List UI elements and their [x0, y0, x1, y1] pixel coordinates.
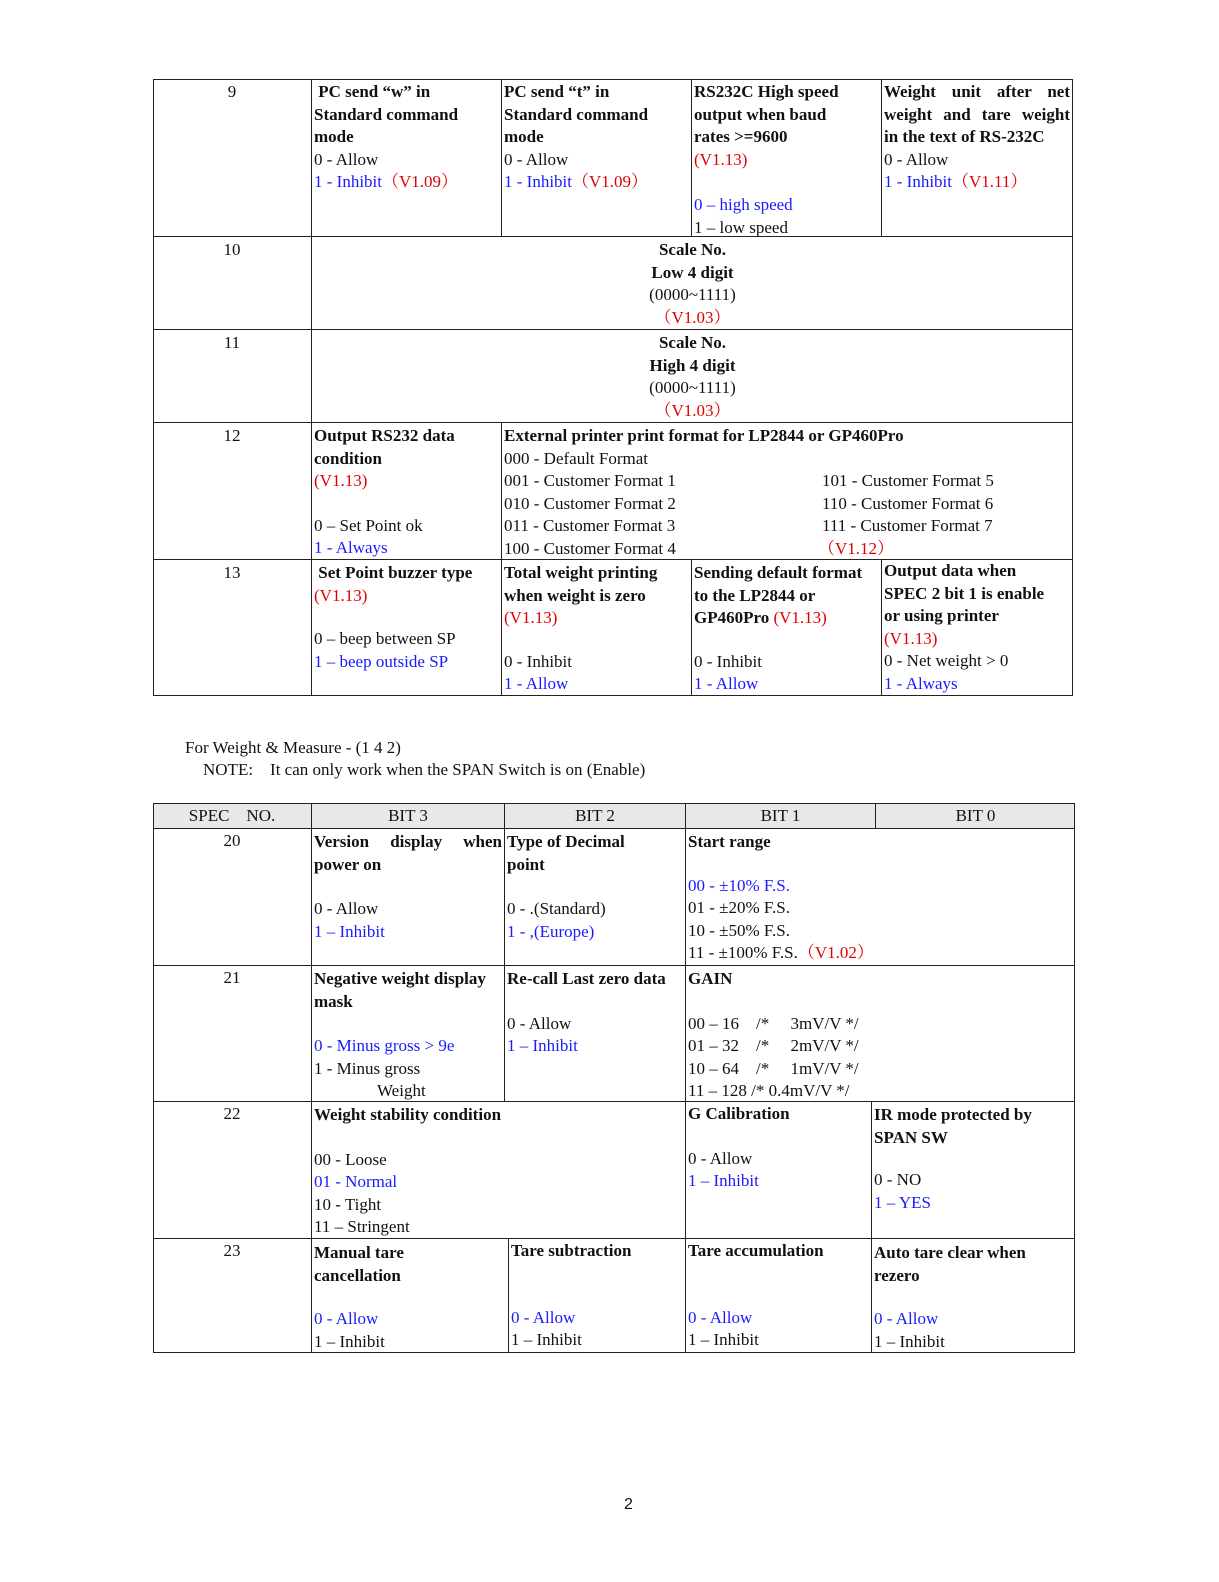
- spec20-bit2-option-0: 0 - .(Standard): [507, 899, 606, 918]
- spec23-bit0: [872, 1241, 1075, 1354]
- spec13-bit1-title: Sending default format: [694, 563, 863, 582]
- spec12-format-version: （V1.12）: [818, 538, 895, 558]
- spec23-bit1-option-0: 0 - Allow: [688, 1307, 753, 1327]
- spec21-bit2-option-1: 1 – Inhibit: [507, 1036, 578, 1055]
- spec23-bit2-option-0: 0 - Allow: [511, 1307, 576, 1327]
- spec20-start-range-title: Start range: [688, 832, 771, 851]
- spec9-bit1-title-2: output when baud: [694, 104, 827, 124]
- spec21-bit3-option-1-cont: Weight: [377, 1081, 426, 1100]
- spec13-bit3-title: Set Point buzzer type: [318, 563, 473, 582]
- spec23-bit3-title-2: cancellation: [314, 1265, 401, 1285]
- spec12-bit3-title: Output RS232 data: [314, 426, 455, 445]
- spec13-bit0-version: (V1.13): [884, 628, 938, 648]
- gain-option: 11 – 128 /* 0.4mV/V */: [688, 1081, 850, 1100]
- spec9-bit3-option-0: 0 - Allow: [314, 149, 379, 169]
- spec20-bit1-0: [686, 830, 1075, 966]
- gain-option: 10 – 64 /* 1mV/V */: [688, 1058, 859, 1078]
- spec13-bit1-option-1: 1 - Allow: [694, 674, 759, 693]
- spec12-printer-format: [502, 424, 1073, 563]
- spec23-bit3-option-0: 0 - Allow: [314, 1309, 379, 1328]
- spec11-scale-high: [312, 331, 1073, 423]
- spec9-bit2: [502, 80, 691, 195]
- spec10-range: (0000~1111): [649, 285, 736, 304]
- spec9-bit1-version: (V1.13): [694, 149, 748, 169]
- spec9-bit2-title-2: Standard command: [504, 104, 649, 124]
- spec9-bit1-option-0: 0 – high speed: [694, 195, 793, 214]
- spec12-bit3-title-2: condition: [314, 448, 383, 468]
- spec13-bit1-option-0: 0 - Inhibit: [694, 651, 762, 671]
- spec-no-10: 10: [223, 240, 241, 259]
- header-bit-2: BIT 2: [575, 806, 615, 825]
- spec21-bit3-option-1: 1 - Minus gross: [314, 1058, 421, 1078]
- stability-option: 11 – Stringent: [314, 1217, 410, 1236]
- spec13-bit2-title-2: when weight is zero: [504, 585, 646, 605]
- spec9-bit0-title-3: in the text of RS-232C: [884, 127, 1045, 146]
- spec13-bit3-version: (V1.13): [314, 585, 368, 605]
- spec11-subtitle: High 4 digit: [649, 355, 736, 375]
- spec-no-9: 9: [227, 82, 237, 101]
- spec20-bit2: [505, 830, 685, 944]
- spec22-bit0-option-1: 1 – YES: [874, 1192, 931, 1212]
- spec22-stability-title: Weight stability condition: [314, 1105, 502, 1124]
- spec9-bit1-title: RS232C High speed: [694, 82, 839, 101]
- spec22-bit0: [872, 1103, 1075, 1215]
- spec22-bit1-option-1: 1 – Inhibit: [688, 1171, 759, 1190]
- spec9-bit3-title-2: Standard command: [314, 104, 459, 124]
- spec12-bit3-option-0: 0 – Set Point ok: [314, 515, 423, 535]
- spec12-format-title: External printer print format for LP2844 or GP460Pro: [504, 426, 904, 445]
- spec23-bit3: [312, 1241, 508, 1354]
- spec13-bit1-title-2: to the LP2844 or: [694, 585, 816, 605]
- spec12-bit3-option-1: 1 - Always: [314, 538, 388, 557]
- gain-option: 01 – 32 /* 2mV/V */: [688, 1036, 859, 1055]
- spec13-bit0-title-3: or using printer: [884, 606, 999, 625]
- format-option: 101 - Customer Format 5: [822, 471, 994, 490]
- spec13-bit0-title: Output data when: [884, 561, 1017, 580]
- gain-option: 00 – 16 /* 3mV/V */: [688, 1013, 859, 1033]
- spec20-bit3-title: Version display when: [314, 832, 502, 851]
- spec13-bit2-option-1: 1 - Allow: [504, 674, 569, 693]
- spec9-bit2-title: PC send “t” in: [504, 82, 610, 101]
- spec20-bit3-title-2: power on: [314, 854, 382, 874]
- spec13-bit0-option-1: 1 - Always: [884, 673, 958, 693]
- spec21-bit1-0: [686, 967, 1075, 1104]
- spec13-bit1-title-3: GP460Pro (V1.13): [694, 608, 827, 627]
- spec-no-23: 23: [223, 1241, 241, 1260]
- section-note: NOTE: It can only work when the SPAN Switch is on (Enable): [203, 760, 646, 779]
- spec21-bit2-option-0: 0 - Allow: [507, 1013, 572, 1033]
- spec13-bit0-option-0: 0 - Net weight > 0: [884, 651, 1009, 670]
- spec9-bit0-title: Weight unit after net: [884, 82, 1070, 101]
- spec23-bit0-title-2: rezero: [874, 1265, 920, 1285]
- spec23-bit3-title: Manual tare: [314, 1243, 404, 1262]
- spec13-bit0-title-2: SPEC 2 bit 1 is enable: [884, 583, 1045, 603]
- spec22-bit0-option-0: 0 - NO: [874, 1170, 922, 1189]
- spec9-bit0-option-1: 1 - Inhibit（V1.11）: [884, 172, 1028, 191]
- spec20-bit3: [312, 830, 504, 944]
- spec13-bit3-option-0: 0 – beep between SP: [314, 629, 456, 648]
- spec-no-13: 13: [223, 563, 241, 582]
- spec9-bit2-option-0: 0 - Allow: [504, 149, 569, 169]
- start-range-option: 11 - ±100% F.S.（V1.02）: [688, 943, 874, 962]
- spec-no-22: 22: [223, 1104, 241, 1123]
- spec9-bit1-option-1: 1 – low speed: [694, 217, 788, 237]
- spec-no-12: 12: [223, 426, 241, 445]
- spec-no-21: 21: [223, 968, 241, 987]
- spec9-bit3: [312, 80, 501, 195]
- spec21-bit2-title: Re-call Last zero data: [507, 969, 666, 988]
- stability-option: 00 - Loose: [314, 1149, 387, 1169]
- page-number: 2: [624, 1496, 633, 1513]
- format-option: 111 - Customer Format 7: [822, 516, 993, 535]
- spec13-bit2: [502, 561, 691, 697]
- spec13-bit2-option-0: 0 - Inhibit: [504, 651, 572, 671]
- spec20-bit2-title-2: point: [507, 854, 545, 874]
- header-bit-0: BIT 0: [955, 806, 996, 825]
- spec22-bit0-title-2: SPAN SW: [874, 1127, 948, 1147]
- spec22-bit1: [686, 1102, 871, 1194]
- spec23-bit2-title: Tare subtraction: [511, 1241, 632, 1260]
- spec13-bit2-title: Total weight printing: [504, 563, 658, 582]
- spec21-bit3-option-0: 0 - Minus gross > 9e: [314, 1036, 455, 1055]
- spec12-bit3-version: (V1.13): [314, 471, 368, 490]
- spec23-bit0-option-0: 0 - Allow: [874, 1309, 939, 1328]
- spec23-bit0-option-1: 1 – Inhibit: [874, 1331, 945, 1351]
- spec22-bit0-title: IR mode protected by: [874, 1105, 1032, 1124]
- spec-no-11: 11: [223, 333, 241, 352]
- spec22-bit1-title: G Calibration: [688, 1104, 790, 1123]
- spec22-bit3-2: [312, 1103, 685, 1240]
- spec20-bit3-option-0: 0 - Allow: [314, 899, 379, 918]
- spec13-bit3: [312, 561, 501, 674]
- spec9-bit3-title: PC send “w” in: [318, 82, 431, 101]
- spec11-version: （V1.03）: [654, 400, 731, 420]
- spec23-bit0-title: Auto tare clear when: [874, 1243, 1026, 1262]
- spec21-gain-title: GAIN: [688, 969, 733, 988]
- spec9-bit1: [692, 80, 881, 240]
- spec10-version: （V1.03）: [654, 307, 731, 327]
- spec11-title: Scale No.: [658, 333, 727, 352]
- spec9-bit0-option-0: 0 - Allow: [884, 149, 949, 169]
- spec9-bit1-title-3: rates >=9600: [694, 127, 788, 146]
- section-heading: For Weight & Measure - (1 4 2): [185, 738, 401, 757]
- spec10-subtitle: Low 4 digit: [651, 262, 734, 282]
- stability-option: 10 - Tight: [314, 1194, 382, 1214]
- spec9-bit3-option-1: 1 - Inhibit（V1.09）: [314, 172, 459, 191]
- start-range-option: 10 - ±50% F.S.: [688, 920, 790, 940]
- spec11-range: (0000~1111): [649, 378, 736, 397]
- spec9-bit0: [882, 80, 1073, 195]
- spec21-bit3-title-2: mask: [314, 991, 353, 1011]
- spec13-bit3-option-1: 1 – beep outside SP: [314, 651, 449, 671]
- spec21-bit3-title: Negative weight display: [314, 969, 486, 988]
- spec9-bit2-option-1: 1 - Inhibit（V1.09）: [504, 172, 649, 191]
- spec23-bit2: [509, 1239, 685, 1353]
- spec12-format-default: 000 - Default Format: [504, 448, 648, 468]
- spec9-bit0-title-2: weight and tare weight: [884, 104, 1070, 124]
- spec9-bit2-title-3: mode: [504, 127, 544, 146]
- header-bit-3: BIT 3: [388, 806, 428, 825]
- spec20-bit2-option-1: 1 - ,(Europe): [507, 921, 595, 941]
- spec20-bit3-option-1: 1 – Inhibit: [314, 921, 385, 941]
- spec10-scale-low: [312, 238, 1073, 330]
- spec13-bit1: [692, 561, 881, 697]
- spec12-bit3: [312, 424, 501, 561]
- spec22-bit1-option-0: 0 - Allow: [688, 1148, 753, 1168]
- spec23-bit2-option-1: 1 – Inhibit: [511, 1330, 582, 1349]
- spec10-title: Scale No.: [658, 240, 727, 259]
- spec9-bit3-title-3: mode: [314, 127, 354, 146]
- spec23-bit1-option-1: 1 – Inhibit: [688, 1330, 759, 1349]
- header-bit-1: BIT 1: [760, 806, 801, 825]
- spec13-bit0: [882, 559, 1073, 696]
- format-option: 110 - Customer Format 6: [822, 493, 994, 513]
- format-option: 100 - Customer Format 4: [504, 538, 676, 558]
- header-spec-no: SPEC NO.: [188, 806, 276, 825]
- spec21-bit2: [505, 967, 685, 1059]
- spec23-bit1: [686, 1239, 871, 1353]
- spec23-bit3-option-1: 1 – Inhibit: [314, 1331, 385, 1351]
- spec21-bit3: [312, 967, 504, 1104]
- start-range-option: 00 - ±10% F.S.: [688, 875, 790, 895]
- spec-no-20: 20: [223, 831, 241, 850]
- spec20-bit2-title: Type of Decimal: [507, 832, 625, 851]
- format-option: 011 - Customer Format 3: [504, 516, 676, 535]
- format-option: 001 - Customer Format 1: [504, 471, 676, 490]
- format-option: 010 - Customer Format 2: [504, 493, 676, 513]
- spec23-bit1-title: Tare accumulation: [688, 1241, 824, 1260]
- start-range-option: 01 - ±20% F.S.: [688, 898, 790, 917]
- spec13-bit2-version: (V1.13): [504, 608, 558, 627]
- stability-option: 01 - Normal: [314, 1172, 398, 1191]
